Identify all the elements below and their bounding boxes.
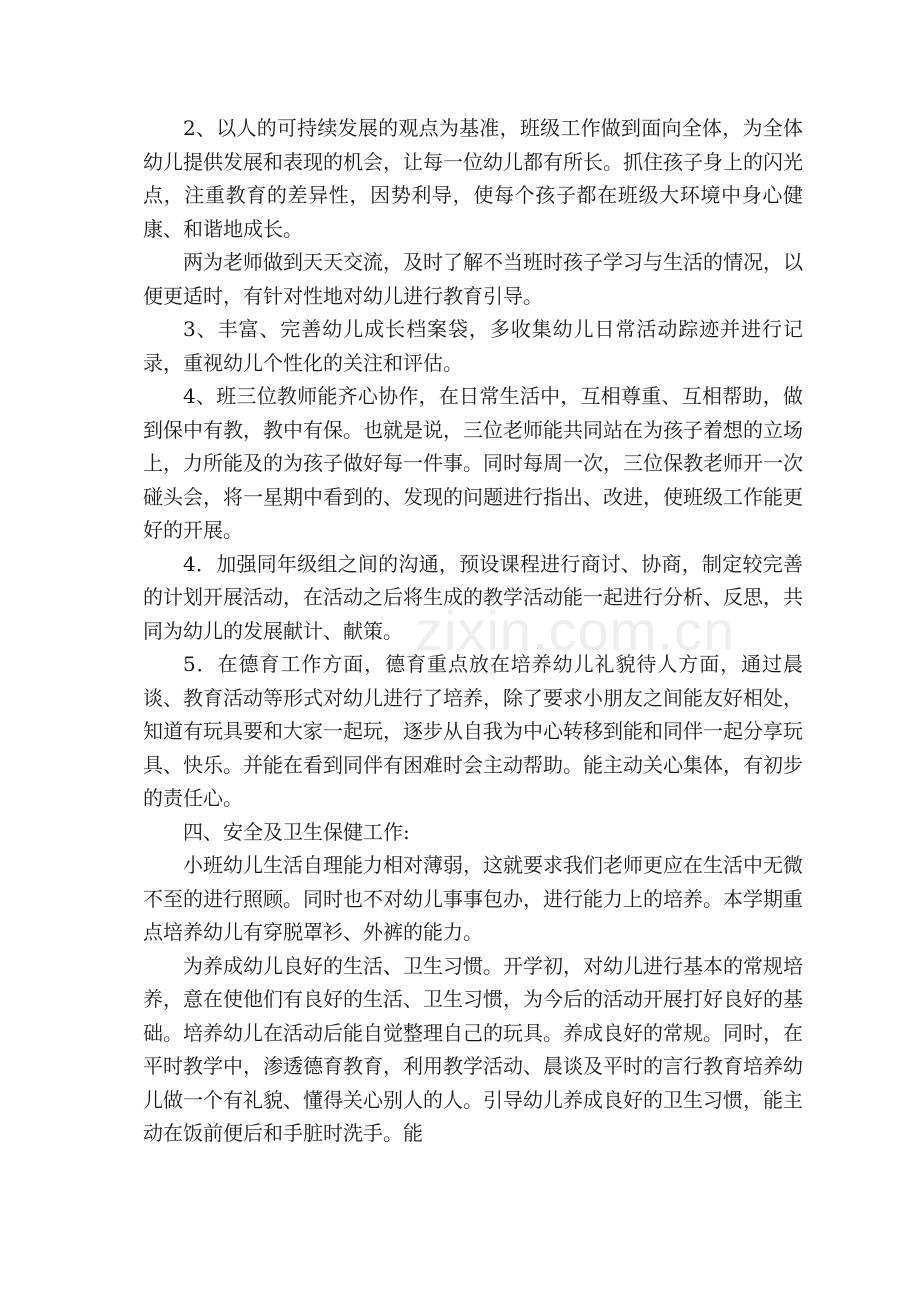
paragraph-2: 两为老师做到天天交流，及时了解不当班时孩子学习与生活的情况，以便更适时，有针对性地对幼儿进行教育引导。 bbox=[143, 250, 803, 308]
document-body bbox=[143, 112, 803, 1151]
watermark: zixin.com.cn bbox=[415, 599, 736, 662]
section-heading-safety: 四、安全及卫生保健工作: bbox=[183, 819, 410, 844]
paragraph-3: 3、丰富、完善幼儿成长档案袋，多收集幼儿日常活动踪迹并进行记录，重视幼儿个性化的关注和评估。 bbox=[143, 317, 803, 375]
paragraph-7: 小班幼儿生活自理能力相对薄弱，这就要求我们老师更应在生活中无微不至的进行照顾。同时也不对幼儿事事包办，进行能力上的培养。本学期重点培养幼儿有穿脱罩衫、外裤的能力。 bbox=[143, 853, 803, 944]
paragraph-6: 5．在德育工作方面，德育重点放在培养幼儿礼貌待人方面，通过晨谈、教育活动等形式对幼儿进行了培养，除了要求小朋友之间能友好相处，知道有玩具要和大家一起玩，逐步从自我为中心转移到能和同伴一起分享玩具、快乐。并能在看到同伴有困难时会主动帮助。能主动关心集体，有初步的责任心。 bbox=[143, 652, 803, 810]
paragraph-5: 4．加强同年级组之间的沟通，预设课程进行商讨、协商，制定较完善的计划开展活动，在活动之后将生成的教学活动能一起进行分析、反思，共同为幼儿的发展献计、献策。 bbox=[143, 551, 803, 643]
paragraph-8: 为养成幼儿良好的生活、卫生习惯。开学初，对幼儿进行基本的常规培养，意在使他们有良好的生活、卫生习惯，为今后的活动开展打好良好的基础。培养幼儿在活动后能自觉整理自己的玩具。养成良好的常规。同时，在平时教学中，渗透德育教育，利用教学活动、晨谈及平时的言行教育培养幼儿做一个有礼貌、懂得关心别人的人。引导幼儿养成良好的卫生习惯，能主动在饭前便后和手脏时洗手。能 bbox=[143, 953, 803, 1145]
paragraph-1: 2、以人的可持续发展的观点为基准，班级工作做到面向全体，为全体幼儿提供发展和表现的机会，让每一位幼儿都有所长。抓住孩子身上的闪光点，注重教育的差异性，因势利导，使每个孩子都在班级大环境中身心健康、和谐地成长。 bbox=[143, 116, 803, 241]
paragraph-4: 4、班三位教师能齐心协作，在日常生活中，互相尊重、互相帮助，做到保中有教，教中有保。也就是说，三位老师能共同站在为孩子着想的立场上，力所能及的为孩子做好每一件事。同时每周一次，三位保教老师开一次碰头会，将一星期中看到的、发现的问题进行指出、改进，使班级工作能更好的开展。 bbox=[143, 384, 803, 542]
